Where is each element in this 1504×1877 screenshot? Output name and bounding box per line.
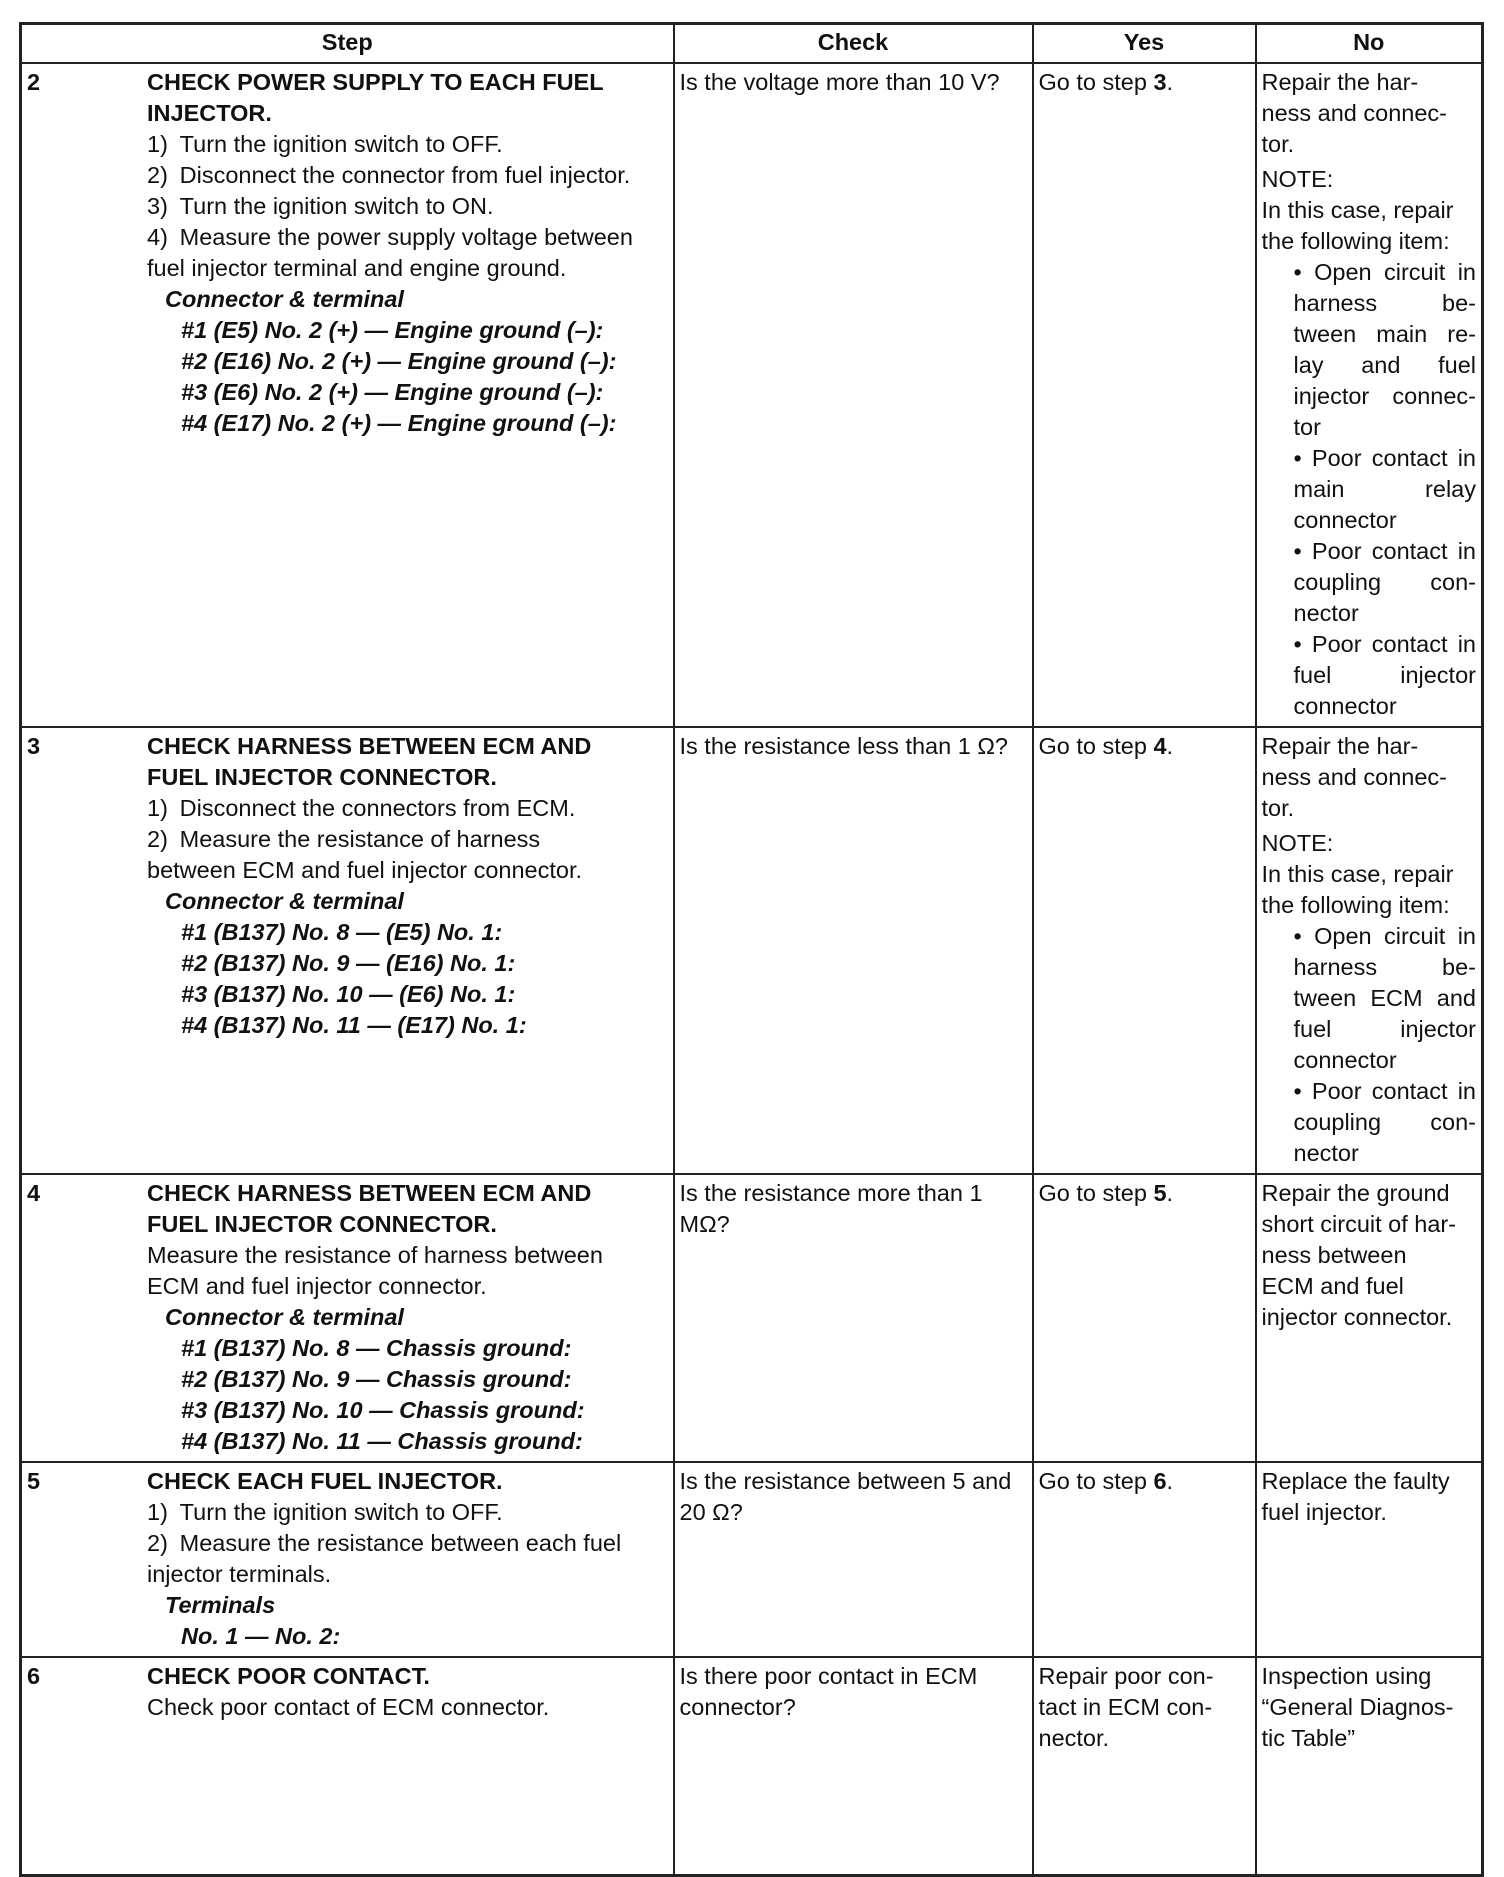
no-text: Repair the har- bbox=[1261, 733, 1419, 759]
yes-cell bbox=[1033, 1657, 1256, 1875]
connector-item: #3 (E6) No. 2 (+) — Engine ground (–): bbox=[181, 379, 604, 405]
connector-item: #2 (E16) No. 2 (+) — Engine ground (–): bbox=[181, 348, 617, 374]
check-cell: Is the voltage more than 10 V? bbox=[674, 63, 1033, 727]
no-cell bbox=[1256, 1657, 1483, 1875]
yes-prefix: Go to step bbox=[1038, 1468, 1154, 1494]
step-number: 3 bbox=[27, 733, 41, 759]
yes-step-ref: 6 bbox=[1153, 1468, 1167, 1494]
no-text: injector connector. bbox=[1261, 1304, 1453, 1330]
step-number: 4 bbox=[27, 1180, 41, 1206]
header-check: Check bbox=[674, 24, 1033, 64]
step-title: FUEL INJECTOR CONNECTOR. bbox=[147, 764, 497, 790]
yes-prefix: Go to step bbox=[1038, 69, 1154, 95]
step-instruction: Measure the resistance of harness between bbox=[147, 1242, 603, 1268]
no-text: short circuit of har- bbox=[1261, 1211, 1457, 1237]
step-instruction: Check poor contact of ECM connector. bbox=[147, 1694, 550, 1720]
connector-item: #4 (E17) No. 2 (+) — Engine ground (–): bbox=[181, 410, 617, 436]
note-label: NOTE: bbox=[1261, 830, 1334, 856]
step-instruction: 4) Measure the power supply voltage between bbox=[147, 224, 633, 250]
yes-step-ref: 3 bbox=[1153, 69, 1167, 95]
bullet-item: • Open circuit in harness be- tween main re- lay and fuel injector connec- tor bbox=[1262, 257, 1477, 443]
step-instruction: 1) Turn the ignition switch to OFF. bbox=[147, 131, 503, 157]
step-title: FUEL INJECTOR CONNECTOR. bbox=[147, 1211, 497, 1237]
step-cell bbox=[21, 1174, 674, 1462]
connector-item: #4 (B137) No. 11 — Chassis ground: bbox=[181, 1428, 583, 1454]
table-row bbox=[21, 63, 1483, 727]
no-text: Replace the faulty bbox=[1261, 1468, 1450, 1494]
header-step: Step bbox=[21, 24, 674, 64]
step-title: CHECK HARNESS BETWEEN ECM AND bbox=[147, 1180, 592, 1206]
step-title: CHECK POOR CONTACT. bbox=[147, 1663, 430, 1689]
step-instruction: 3) Turn the ignition switch to ON. bbox=[147, 193, 494, 219]
note-text: In this case, repair bbox=[1261, 861, 1454, 887]
yes-cell bbox=[1033, 63, 1256, 727]
connector-item: #1 (E5) No. 2 (+) — Engine ground (–): bbox=[181, 317, 604, 343]
bullet-item: • Open circuit in harness be- tween ECM and fuel injector connector bbox=[1262, 921, 1477, 1076]
step-title: CHECK HARNESS BETWEEN ECM AND bbox=[147, 733, 592, 759]
no-text: tor. bbox=[1261, 131, 1295, 157]
note-label: NOTE: bbox=[1261, 166, 1334, 192]
yes-prefix: Go to step bbox=[1038, 1180, 1154, 1206]
yes-step-ref: 5 bbox=[1153, 1180, 1167, 1206]
step-instruction: fuel injector terminal and engine ground. bbox=[147, 255, 567, 281]
table-row bbox=[21, 1174, 1483, 1462]
yes-prefix: Go to step bbox=[1038, 733, 1154, 759]
table-row bbox=[21, 1657, 1483, 1875]
check-cell: Is the resistance more than 1 MΩ? bbox=[674, 1174, 1033, 1462]
connector-item: #3 (B137) No. 10 — (E6) No. 1: bbox=[181, 981, 516, 1007]
step-title: CHECK POWER SUPPLY TO EACH FUEL bbox=[147, 69, 604, 95]
step-instruction: between ECM and fuel injector connector. bbox=[147, 857, 583, 883]
no-text: Inspection using bbox=[1261, 1663, 1432, 1689]
bullet-item: • Poor contact in coupling con- nector bbox=[1262, 1076, 1477, 1169]
header-no: No bbox=[1256, 24, 1483, 64]
step-title: INJECTOR. bbox=[147, 100, 272, 126]
step-cell bbox=[21, 1462, 674, 1657]
no-text: “General Diagnos- bbox=[1261, 1694, 1454, 1720]
connector-heading: Connector & terminal bbox=[165, 286, 404, 312]
no-cell bbox=[1256, 1174, 1483, 1462]
yes-suffix: . bbox=[1166, 69, 1174, 95]
header-yes: Yes bbox=[1033, 24, 1256, 64]
table-row bbox=[21, 727, 1483, 1174]
step-cell bbox=[21, 63, 674, 727]
step-cell bbox=[21, 1657, 674, 1875]
step-instruction: ECM and fuel injector connector. bbox=[147, 1273, 487, 1299]
terminal-item: No. 1 — No. 2: bbox=[181, 1623, 341, 1649]
yes-text: tact in ECM con- bbox=[1038, 1694, 1213, 1720]
yes-step-ref: 4 bbox=[1153, 733, 1167, 759]
bullet-item: • Poor contact in fuel injector connector bbox=[1262, 629, 1477, 722]
step-instruction: 2) Measure the resistance between each fuel bbox=[147, 1530, 622, 1556]
no-cell bbox=[1256, 727, 1483, 1174]
connector-item: #2 (B137) No. 9 — (E16) No. 1: bbox=[181, 950, 516, 976]
bullet-item: • Poor contact in main relay connector bbox=[1262, 443, 1477, 536]
yes-cell bbox=[1033, 1462, 1256, 1657]
step-instruction: 1) Disconnect the connectors from ECM. bbox=[147, 795, 576, 821]
step-instruction: 2) Measure the resistance of harness bbox=[147, 826, 541, 852]
check-cell: Is there poor contact in ECM connector? bbox=[674, 1657, 1033, 1875]
no-text: ECM and fuel bbox=[1261, 1273, 1404, 1299]
note-text: In this case, repair bbox=[1261, 197, 1454, 223]
step-instruction: 1) Turn the ignition switch to OFF. bbox=[147, 1499, 503, 1525]
no-text: tic Table” bbox=[1261, 1725, 1356, 1751]
header-row bbox=[21, 24, 1483, 64]
step-number: 6 bbox=[27, 1663, 41, 1689]
no-cell bbox=[1256, 63, 1483, 727]
yes-text: Repair poor con- bbox=[1038, 1663, 1214, 1689]
no-text: ness between bbox=[1261, 1242, 1407, 1268]
no-text: ness and connec- bbox=[1261, 100, 1448, 126]
yes-suffix: . bbox=[1166, 1468, 1174, 1494]
note-text: the following item: bbox=[1261, 892, 1450, 918]
connector-item: #2 (B137) No. 9 — Chassis ground: bbox=[181, 1366, 572, 1392]
diagnostic-table bbox=[19, 22, 1484, 1877]
no-text: tor. bbox=[1261, 795, 1295, 821]
yes-suffix: . bbox=[1166, 733, 1174, 759]
step-number: 2 bbox=[27, 69, 41, 95]
step-cell bbox=[21, 727, 674, 1174]
no-text: fuel injector. bbox=[1261, 1499, 1387, 1525]
connector-heading: Connector & terminal bbox=[165, 888, 404, 914]
check-cell: Is the resistance between 5 and 20 Ω? bbox=[674, 1462, 1033, 1657]
connector-item: #1 (B137) No. 8 — Chassis ground: bbox=[181, 1335, 572, 1361]
step-number: 5 bbox=[27, 1468, 41, 1494]
no-text: ness and connec- bbox=[1261, 764, 1448, 790]
step-instruction: 2) Disconnect the connector from fuel injector. bbox=[147, 162, 631, 188]
no-text: Repair the ground bbox=[1261, 1180, 1450, 1206]
yes-text: nector. bbox=[1038, 1725, 1110, 1751]
no-cell bbox=[1256, 1462, 1483, 1657]
yes-suffix: . bbox=[1166, 1180, 1174, 1206]
yes-cell bbox=[1033, 1174, 1256, 1462]
note-text: the following item: bbox=[1261, 228, 1450, 254]
check-cell: Is the resistance less than 1 Ω? bbox=[674, 727, 1033, 1174]
connector-item: #1 (B137) No. 8 — (E5) No. 1: bbox=[181, 919, 503, 945]
connector-item: #4 (B137) No. 11 — (E17) No. 1: bbox=[181, 1012, 527, 1038]
no-text: Repair the har- bbox=[1261, 69, 1419, 95]
connector-item: #3 (B137) No. 10 — Chassis ground: bbox=[181, 1397, 585, 1423]
step-instruction: injector terminals. bbox=[147, 1561, 332, 1587]
bullet-item: • Poor contact in coupling con- nector bbox=[1262, 536, 1477, 629]
terminals-heading: Terminals bbox=[165, 1592, 276, 1618]
connector-heading: Connector & terminal bbox=[165, 1304, 404, 1330]
step-title: CHECK EACH FUEL INJECTOR. bbox=[147, 1468, 503, 1494]
yes-cell bbox=[1033, 727, 1256, 1174]
table-row bbox=[21, 1462, 1483, 1657]
